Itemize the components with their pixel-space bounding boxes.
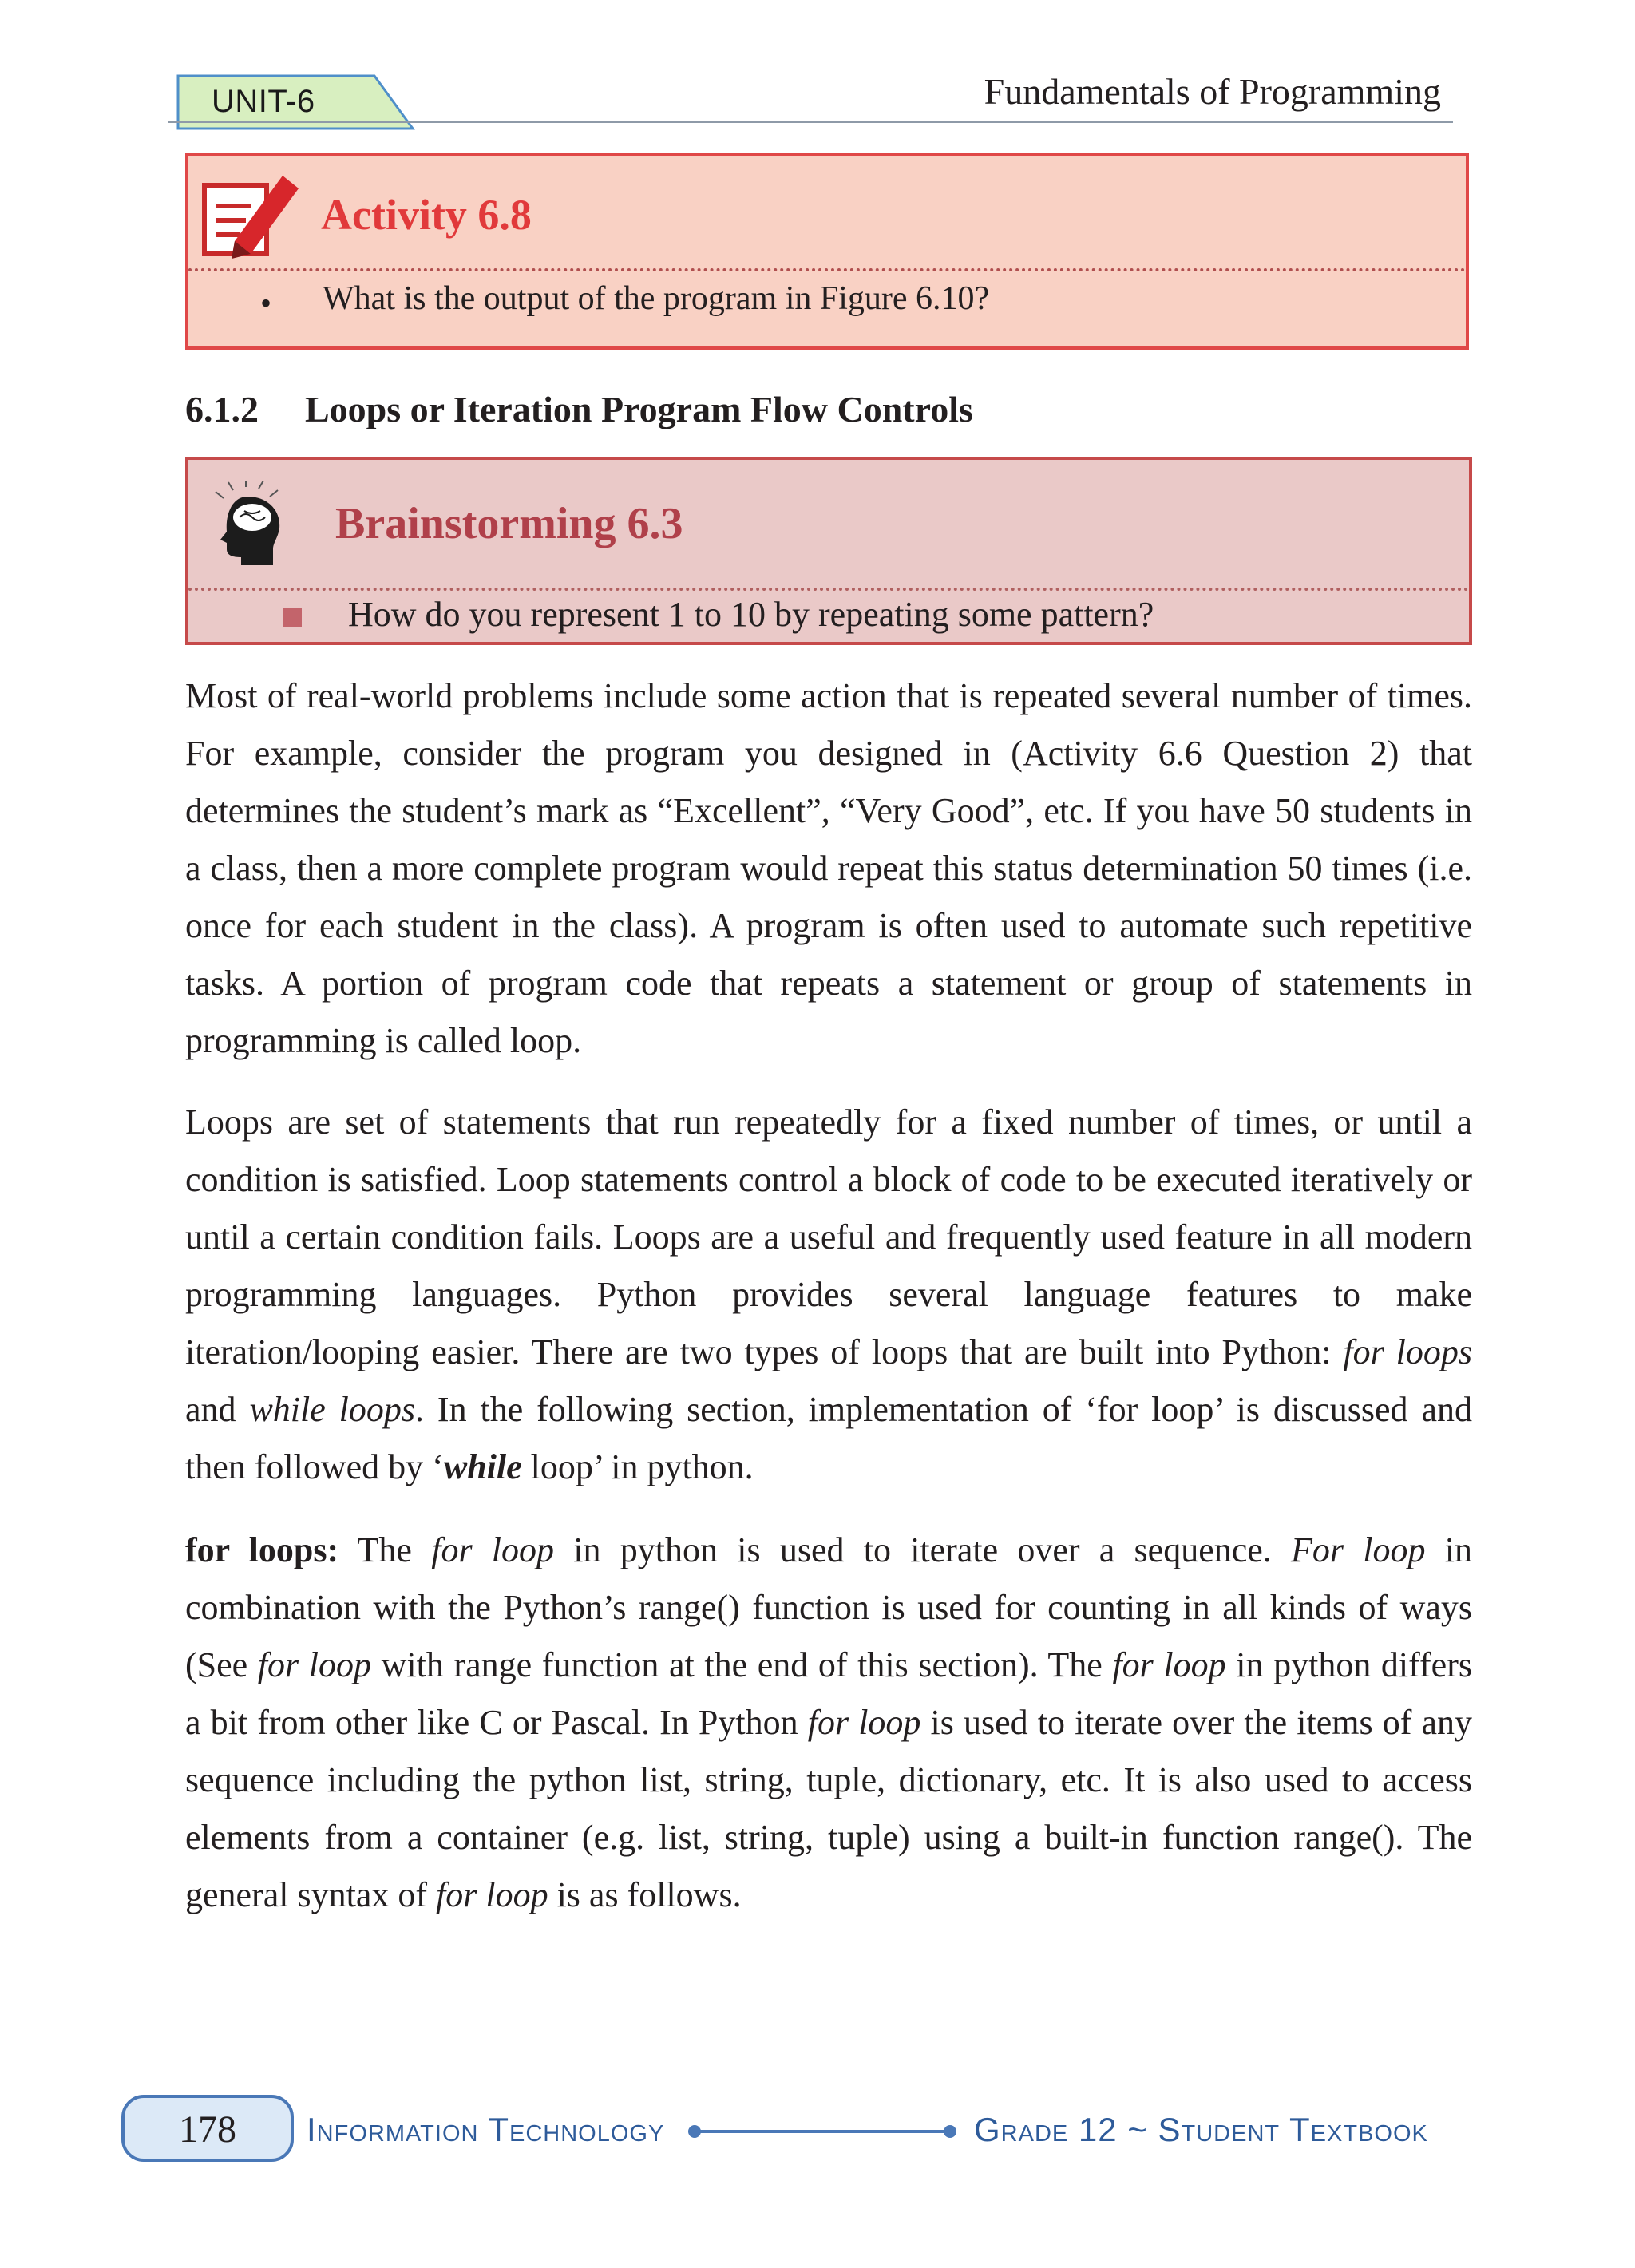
footer-connector-line [695,2130,950,2133]
text-run: is used to iterate over the items of any sequence including the python list, string, tuple, dictionary, etc. It is also used to access elements from a container (e.g. list, string, tuple) using a built-in function range(). The general syntax of [185,1703,1472,1914]
text-run: Loops are set of statements that run repeatedly for a fixed number of times, or until a condition is satisfied. Loop statements control a block of code to be executed iteratively or until a certain condition fails. Loops are a useful and frequently used feature in all modern programming languages. Python provides several language features to make iteration/looping easier. There are two types of loops that are built into Python: [185,1102,1472,1371]
text-run: is as follows. [548,1875,742,1914]
activity-divider [188,268,1466,271]
activity-pencil-icon [200,168,303,266]
bold-lead: for loops: [185,1530,339,1569]
text-run: in python differs a bit from other like C or Pascal. In Python [185,1645,1472,1742]
footer-grade: Grade 12 ~ Student Textbook [974,2111,1428,2148]
italic-run: for loop [436,1875,548,1914]
activity-question: What is the output of the program in Figure 6.10? [323,280,990,317]
paragraph-loops [185,1094,1472,1496]
bullet-icon: • [260,285,272,321]
square-bullet-icon [283,608,302,627]
section-number: 6.1.2 [185,389,259,429]
unit-label: UNIT-6 [212,84,315,119]
brain-head-icon [209,481,297,572]
footer-subject: Information Technology [307,2111,665,2148]
activity-box [185,153,1469,350]
italic-run: For loop [1291,1530,1426,1569]
italic-run: for loop [807,1703,921,1742]
text-run: in python is used to iterate over a sequence. [554,1530,1292,1569]
italic-run: for loop [1112,1645,1226,1684]
italic-run: for loop [257,1645,371,1684]
italic-run: for loops [1343,1332,1472,1371]
page-number: 178 [179,2108,236,2151]
text-run: in combination with the Python’s range() function is used for counting in all kinds of ways (See [185,1530,1473,1684]
text-run: . In the following section, implementation of ‘for loop’ is discussed and then followed by ‘ [185,1390,1472,1486]
bold-italic-run: while [443,1447,522,1486]
italic-run: for loop [431,1530,555,1569]
page-number-badge [121,2095,294,2162]
header-title: Fundamentals of Programming [984,71,1441,112]
italic-run: while loops [249,1390,416,1429]
activity-title: Activity 6.8 [321,191,532,239]
text-run: with range function at the end of this section). The [370,1645,1113,1684]
brainstorming-box [185,457,1472,645]
footer-dot-right [944,2125,956,2138]
section-heading [185,388,973,430]
brainstorming-question: How do you represent 1 to 10 by repeating some pattern? [348,595,1154,634]
section-title: Loops or Iteration Program Flow Controls [305,389,973,429]
text-run: The [338,1530,432,1569]
header-divider [168,121,1453,123]
text-run: loop’ in python. [521,1447,754,1486]
paragraph-intro: Most of real-world problems include some action that is repeated several number of times. For example, consider the program you designed in (Activity 6.6 Question 2) that determines the student’s mark as “Excellent”, “Very Good”, etc. If you have 50 students in a class, then a more complete program would repeat this status determination 50 times (i.e. once for each student in the class). A program is often used to automate such repetitive tasks. A portion of program code that repeats a statement or group of statements in programming is called loop. [185,676,1472,1060]
brainstorming-title: Brainstorming 6.3 [335,499,683,548]
paragraph-for-loops [185,1522,1472,1924]
text-run: and [185,1390,250,1429]
brainstorming-divider [188,588,1469,591]
